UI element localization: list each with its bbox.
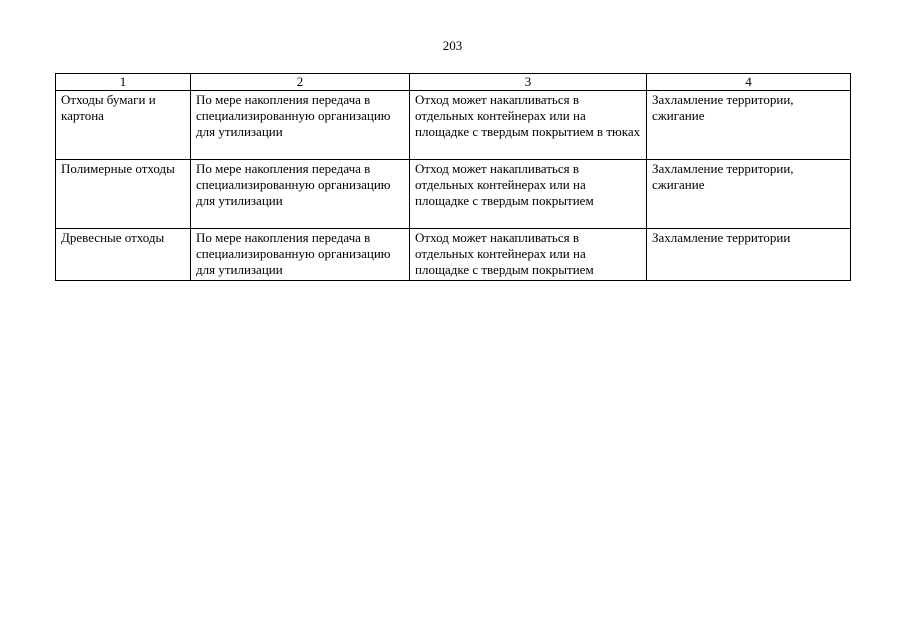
violation-consequence-cell: Захламление территории, сжигание [647, 160, 851, 229]
page-number: 203 [442, 38, 463, 53]
waste-table [55, 73, 851, 281]
waste-type-cell: Древесные отходы [56, 229, 191, 281]
handling-method-cell: По мере накопления передача в специализированную организацию для утилизации [191, 160, 410, 229]
column-header: 3 [410, 74, 647, 91]
handling-method-cell: По мере накопления передача в специализированную организацию для утилизации [191, 91, 410, 160]
storage-conditions-cell: Отход может накапливаться в отдельных контейнерах или на площадке с твердым покрытием [410, 229, 647, 281]
table-row [56, 160, 851, 229]
waste-type-cell: Отходы бумаги и картона [56, 91, 191, 160]
storage-conditions-cell: Отход может накапливаться в отдельных контейнерах или на площадке с твердым покрытием [410, 160, 647, 229]
column-header: 1 [56, 74, 191, 91]
table-header-row [56, 74, 851, 91]
column-header: 2 [191, 74, 410, 91]
table-row [56, 229, 851, 281]
violation-consequence-cell: Захламление территории, сжигание [647, 91, 851, 160]
table-row [56, 91, 851, 160]
violation-consequence-cell: Захламление территории [647, 229, 851, 281]
handling-method-cell: По мере накопления передача в специализированную организацию для утилизации [191, 229, 410, 281]
column-header: 4 [647, 74, 851, 91]
waste-type-cell: Полимерные отходы [56, 160, 191, 229]
storage-conditions-cell: Отход может накапливаться в отдельных контейнерах или на площадке с твердым покрытием в тюках [410, 91, 647, 160]
